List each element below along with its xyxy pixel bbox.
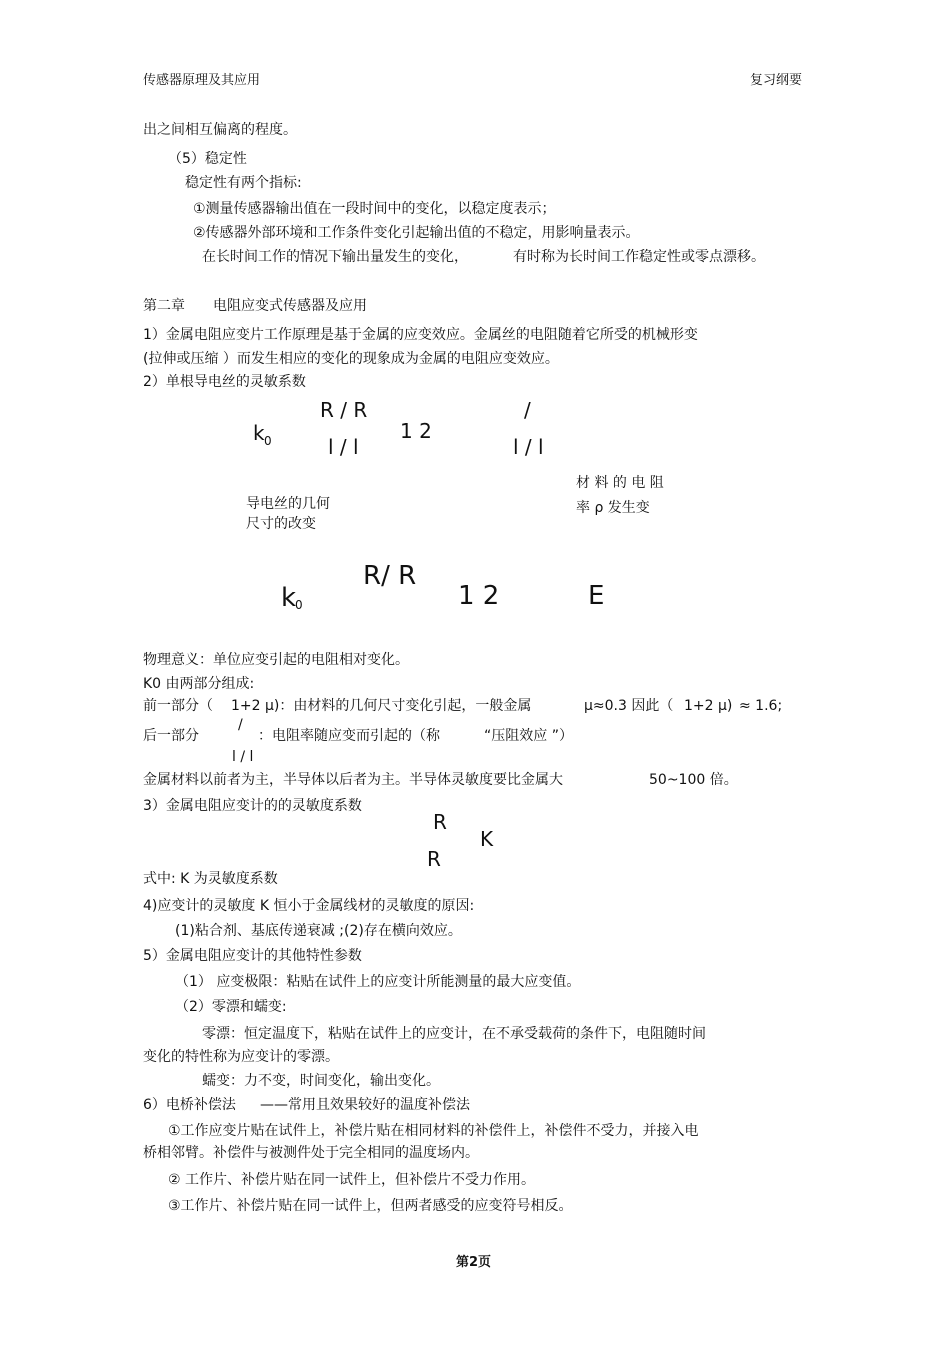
text-line: 3）金属电阻应变计的的灵敏度系数 [143,798,362,814]
formula-numerator: R / R [320,398,368,422]
text-line: 出之间相互偏离的程度。 [143,122,297,138]
text-line: ≈ 1.6; [739,698,783,714]
list-item: ③工作片、补偿片贴在同一试件上，但两者感受的应变符号相反。 [168,1198,573,1214]
formula-k: k [281,583,297,613]
formula-k-subscript: 0 [295,598,303,612]
list-item: ② 工作片、补偿片贴在同一试件上，但补偿片不受力作用。 [168,1172,535,1188]
formula-k-subscript: 0 [264,434,272,448]
formula-denominator: R [427,847,441,871]
subsection-heading: （5）稳定性 [168,151,247,167]
formula-annotation: 尺寸的改变 [246,516,316,532]
text-line: 金属材料以前者为主，半导体以后者为主。半导体灵敏度要比金属大 [143,772,563,788]
chapter-number: 第二章 [143,298,185,314]
text-line: (拉伸或压缩 ）而发生相应的变化的现象成为金属的电阻应变效应。 [143,351,559,367]
text-line: 蠕变：力不变，时间变化，输出变化。 [202,1073,440,1089]
text-line: 后一部分 [143,728,199,744]
formula-k: k [253,421,265,445]
text-line: 桥相邻臂。补偿件与被测件处于完全相同的温度场内。 [143,1145,479,1161]
formula-annotation: 率 ρ 发生变 [576,500,650,516]
inline-fraction-numerator: / [238,717,243,733]
text-line: ：电阻率随应变而引起的（称 [258,728,440,744]
text-line: μ≈0.3 因此（ [584,698,674,714]
text-line: 1）金属电阻应变片工作原理是基于金属的应变效应。金属丝的电阻随着它所受的机械形变 [143,327,698,343]
list-item: （2）零漂和蠕变: [175,999,287,1015]
header-left-title: 传感器原理及其应用 [143,73,261,88]
text-line: (1)粘合剂、基底传递衰减 ;(2)存在横向效应。 [175,923,462,939]
formula-denominator: l / l [513,435,544,459]
formula-term: K [480,827,494,851]
text-line: 4)应变计的灵敏度 K 恒小于金属线材的灵敏度的原因: [143,898,475,914]
formula-numerator: R/ R [363,561,417,591]
text-line: 6）电桥补偿法 [143,1097,236,1113]
list-item: （1） 应变极限：粘贴在试件上的应变计所能测量的最大应变值。 [175,974,581,990]
text-line: 2）单根导电丝的灵敏系数 [143,374,306,390]
text-line: 1+2 μ) [684,698,733,714]
text-line: K0 由两部分组成: [143,676,255,692]
formula-term: E [588,581,605,611]
text-line: 在长时间工作的情况下输出量发生的变化， [202,249,468,265]
chapter-title: 电阻应变式传感器及应用 [213,298,367,314]
text-line: 稳定性有两个指标: [185,175,302,191]
list-item: ②传感器外部环境和工作条件变化引起输出值的不稳定，用影响量表示。 [193,225,640,241]
formula-denominator: l / l [328,435,359,459]
header-right-title: 复习纲要 [750,73,803,88]
text-line: 5）金属电阻应变计的其他特性参数 [143,948,362,964]
text-line: 物理意义：单位应变引起的电阻相对变化。 [143,652,409,668]
text-line: 50~100 倍。 [649,772,738,788]
text-line: 1+2 μ)：由材料的几何尺寸变化引起，一般金属 [231,698,532,714]
text-line: ——常用且效果较好的温度补偿法 [260,1097,470,1113]
formula-annotation: 导电丝的几何 [246,496,330,512]
text-line: 式中: K 为灵敏度系数 [143,871,278,887]
text-line: 零漂：恒定温度下，粘贴在试件上的应变计，在不承受载荷的条件下，电阻随时间 [202,1026,706,1042]
list-item: ①工作应变片贴在试件上，补偿片贴在相同材料的补偿件上，补偿件不受力，并接入电 [168,1123,699,1139]
text-line: 变化的特性称为应变计的零漂。 [143,1049,339,1065]
formula-numerator: R [433,810,447,834]
list-item: ①测量传感器输出值在一段时间中的变化，以稳定度表示； [193,201,556,217]
formula-annotation: 材 料 的 电 阻 [576,475,664,491]
text-line: “压阻效应 ”） [484,728,573,744]
inline-fraction-denominator: l / l [232,749,254,765]
formula-numerator: / [524,398,531,422]
text-line: 有时称为长时间工作稳定性或零点漂移。 [513,249,765,265]
page-number: 第2页 [456,1255,492,1270]
formula-term: 1 2 [400,419,432,443]
formula-term: 1 2 [458,581,500,611]
text-line: 前一部分（ [143,698,213,714]
